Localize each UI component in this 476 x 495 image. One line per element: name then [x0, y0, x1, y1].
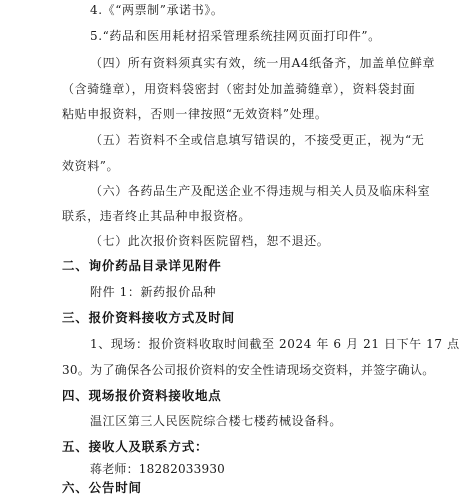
- section-3-heading: 三、报价资料接收方式及时间: [62, 310, 235, 325]
- section-4-body: 温江区第三人民医院综合楼七楼药械设备科。: [90, 414, 343, 428]
- section-2-body: 附件 1：新药报价品种: [90, 285, 217, 299]
- section-6-heading: 六、公告时间: [62, 480, 142, 495]
- section-5-heading: 五、接收人及联系方式：: [62, 439, 209, 454]
- paragraph-4-line-2: （含骑缝章），用资料袋密封（密封处加盖骑缝章），资料袋封面: [62, 82, 416, 96]
- section-2-heading: 二、询价药品目录详见附件: [62, 258, 222, 273]
- paragraph-6-line-2: 联系，违者终止其品种申报资格。: [62, 209, 252, 223]
- section-3-body-line-2: 30。为了确保各公司报价资料的安全性请现场交资料，并签字确认。: [62, 363, 435, 377]
- item-5-line: 5.“药品和医用耗材招采管理系统挂网页面打印件”。: [90, 29, 381, 43]
- paragraph-5-line-1: （五）若资料不全或信息填写错误的，不接受更正，视为“无: [90, 133, 425, 147]
- paragraph-5-line-2: 效资料”。: [62, 159, 120, 173]
- item-4-line: 4.《“两票制”承诺书》。: [90, 3, 224, 17]
- paragraph-4-line-3: 粘贴申报资料，否则一律按照“无效资料”处理。: [62, 107, 328, 121]
- section-3-body-line-1: 1、现场：报价资料收取时间截至 2024 年 6 月 21 日下午 17 点: [90, 337, 460, 351]
- section-5-body: 蒋老师：18282033930: [90, 462, 225, 476]
- paragraph-7-line: （七）此次报价资料医院留档，恕不退还。: [90, 234, 330, 248]
- paragraph-6-line-1: （六）各药品生产及配送企业不得违规与相关人员及临床科室: [90, 184, 431, 198]
- paragraph-4-line-1: （四）所有资料须真实有效，统一用A4纸备齐，加盖单位鲜章: [90, 56, 436, 70]
- section-4-heading: 四、现场报价资料接收地点: [62, 388, 222, 403]
